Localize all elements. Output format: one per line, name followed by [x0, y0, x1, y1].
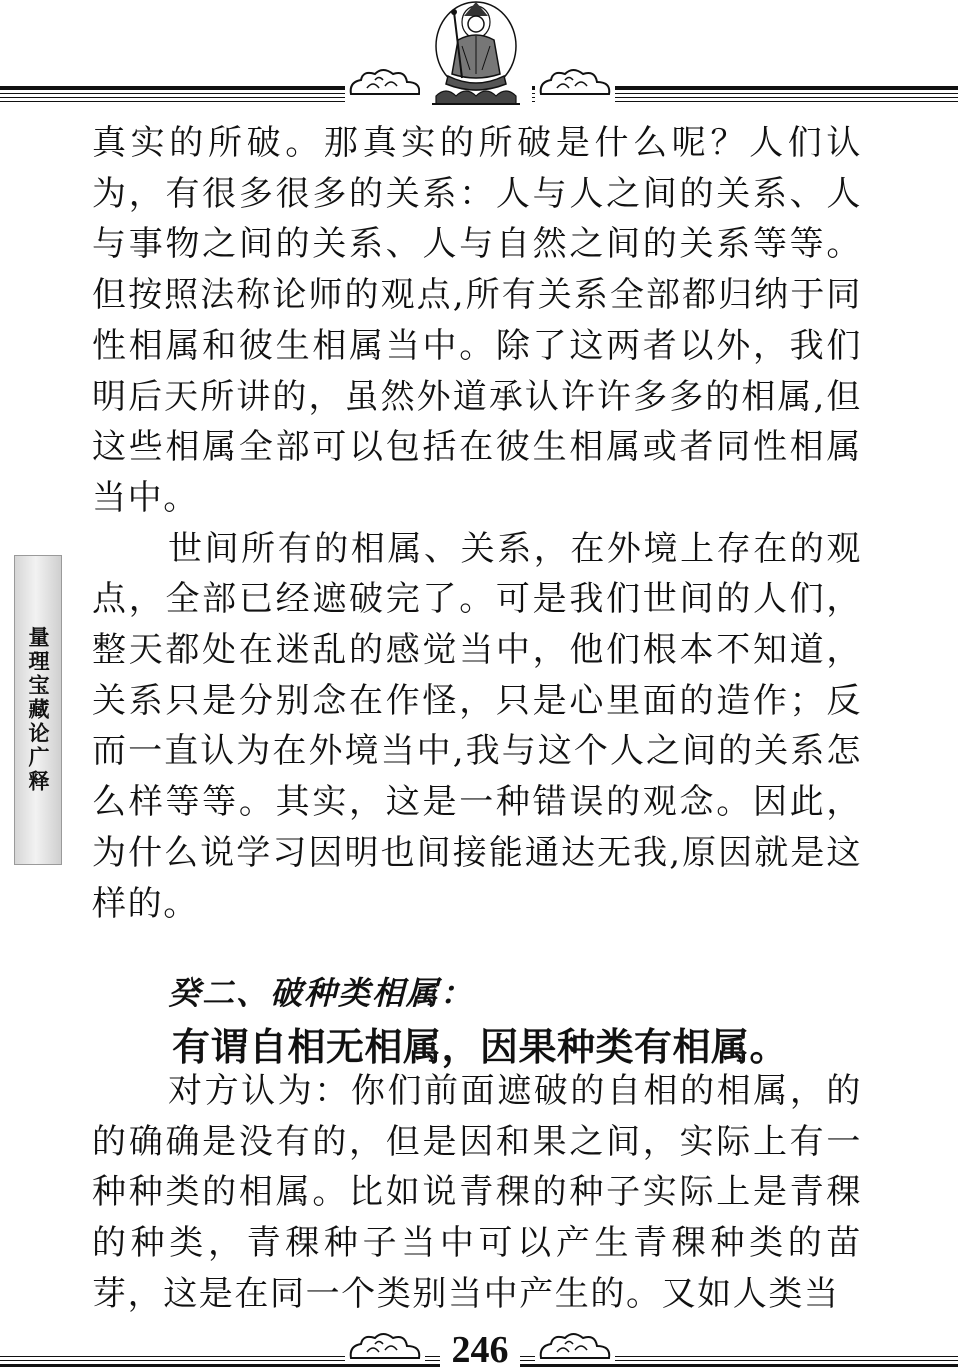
body-text-continued [92, 1066, 862, 1320]
seated-deity-thangka-icon [420, 0, 532, 106]
auspicious-cloud-icon [345, 1328, 425, 1364]
auspicious-cloud-icon [535, 66, 615, 102]
book-title: 量理宝藏论广释 [26, 626, 50, 794]
side-book-title-tab [14, 555, 62, 865]
paragraph: 世间所有的相属、关系，在外境上存在的观点，全部已经遮破完了。可是我们世间的人们，整天都处在迷乱的感觉当中，他们根本不知道，关系只是分别念在作怪，只是心里面的造作；反而一直认为在外境当中,我与这个人之间的关系怎么样等等。其实，这是一种错误的观念。因此，为什么说学习因明也间接能通达无我,原因就是这样的。 [92, 528, 862, 924]
body-text [92, 118, 862, 929]
root-verse: 有谓自相无相属，因果种类有相属。 [172, 1025, 789, 1069]
section-heading: 癸二、破种类相属： [168, 974, 475, 1012]
paragraph: 对方认为：你们前面遮破的自相的相属，的的确确是没有的，但是因和果之间，实际上有一种种类的相属。比如说青稞的种子实际上是青稞的种类，青稞种子当中可以产生青稞种类的苗芽，这是在同一个类别当中产生的。又如人类当 [92, 1071, 862, 1314]
auspicious-cloud-icon [535, 1328, 615, 1364]
page-number: 246 [440, 1330, 520, 1370]
paragraph: 真实的所破。那真实的所破是什么呢？人们认为，有很多很多的关系：人与人之间的关系、人与事物之间的关系、人与自然之间的关系等等。但按照法称论师的观点,所有关系全部都归纳于同性相属和彼生相属当中。除了这两者以外，我们明后天所讲的，虽然外道承认许许多多的相属,但这些相属全部可以包括在彼生相属或者同性相属当中。 [92, 123, 862, 518]
auspicious-cloud-icon [345, 66, 425, 102]
